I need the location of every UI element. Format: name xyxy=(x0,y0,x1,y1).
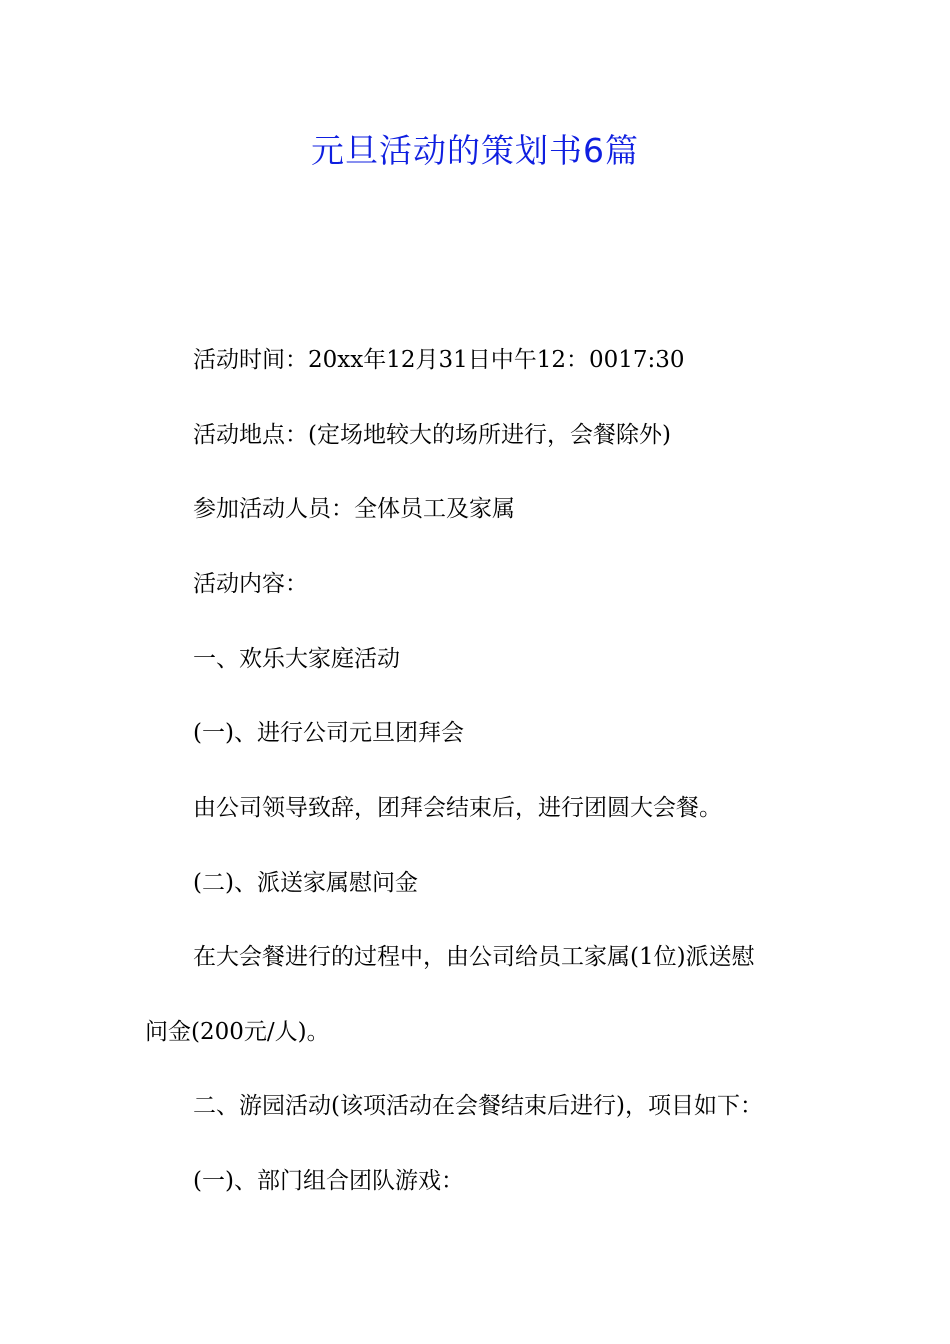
paragraph-participants: 参加活动人员：全体员工及家属 xyxy=(193,496,515,522)
paragraph-condolence-line-2: 问金(200元/人)。 xyxy=(145,1019,330,1045)
subsection-heading-1-1: (一)、进行公司元旦团拜会 xyxy=(193,720,464,746)
paragraph-activity-location: 活动地点：(定场地较大的场所进行，会餐除外) xyxy=(193,422,671,448)
section-heading-1: 一、欢乐大家庭活动 xyxy=(193,646,400,672)
paragraph-activity-content: 活动内容： xyxy=(193,571,308,597)
paragraph-activity-time: 活动时间：20xx年12月31日中午12：0017:30 xyxy=(193,347,685,373)
section-heading-2: 二、游园活动(该项活动在会餐结束后进行)，项目如下： xyxy=(193,1093,763,1119)
paragraph-speech: 由公司领导致辞，团拜会结束后，进行团圆大会餐。 xyxy=(193,795,722,821)
document-title: 元旦活动的策划书6篇 xyxy=(311,131,639,170)
subsection-heading-2-1: (一)、部门组合团队游戏： xyxy=(193,1168,464,1194)
subsection-heading-1-2: (二)、派送家属慰问金 xyxy=(193,870,418,896)
paragraph-condolence-line-1: 在大会餐进行的过程中，由公司给员工家属(1位)派送慰 xyxy=(193,944,755,970)
